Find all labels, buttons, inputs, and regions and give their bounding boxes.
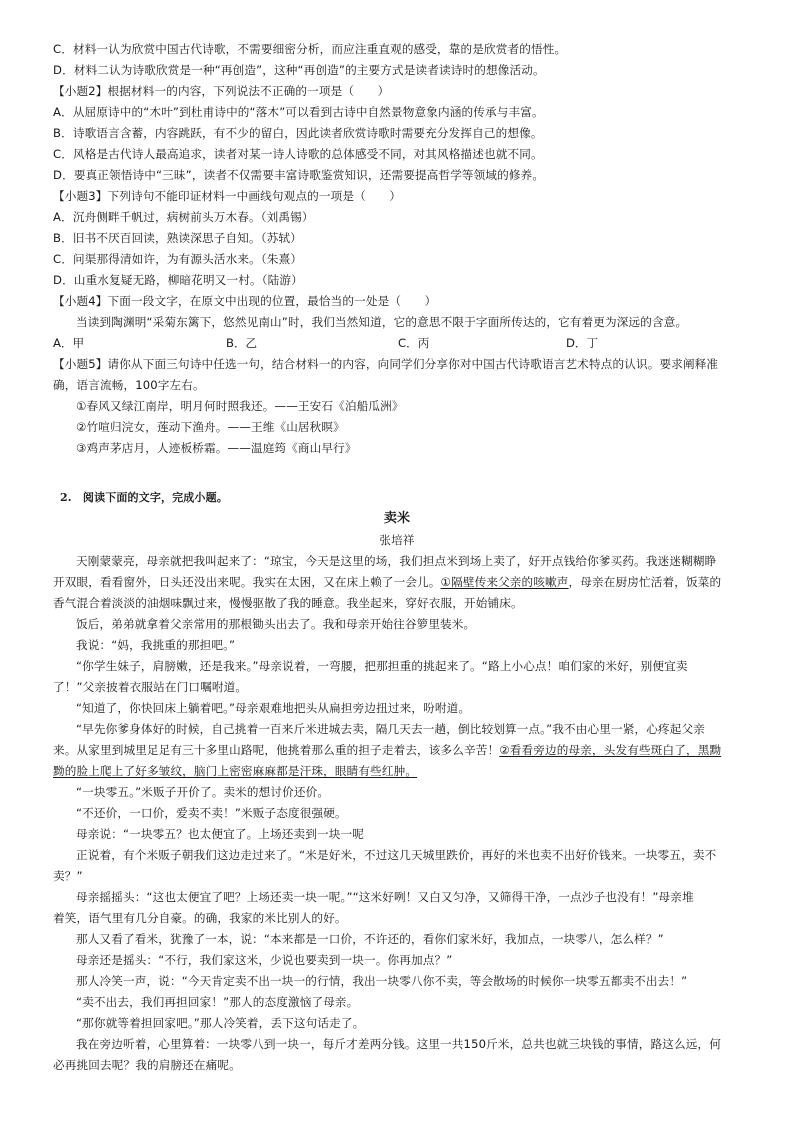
q4-option-a: A．甲: [53, 336, 85, 350]
q4-option-c: C．丙: [398, 336, 430, 350]
para-12: 那人又看了看米，犹豫了一本，说：“本来都是一口价，不许还的，看你们家米好，我加点，一块零八，怎么样？”: [76, 932, 664, 946]
para-5: “知道了，你快回床上躺着吧。”母亲艰难地把头从扁担旁边扭过来，吩咐道。: [76, 701, 471, 715]
q2-option-a: A．从屈原诗中的“木叶”到杜甫诗中的“落木”可以看到古诗中自然景物意象内涵的传承与丰富。: [53, 105, 544, 119]
para-8: “不还价，一口价，爱卖不卖！”米贩子态度很强硬。: [76, 806, 347, 820]
para-17-line-2: 必再挑回去呢？我的肩膀还在痛呢。: [53, 1058, 241, 1072]
para-11-line-2: 着笑，语气里有几分自豪。的确，我家的米比别人的好。: [53, 911, 347, 925]
para-6-line-3: 黝的脸上爬上了好多皱纹，脑门上密密麻麻都是汗珠，眼睛有些红肿。: [53, 764, 418, 778]
para-4-line-1: “你学生妹子，肩膀嫩，还是我来。”母亲说着，一弯腰，把那担重的挑起来了。“路上小心点！咱们家的米好，别便宜卖: [76, 659, 688, 673]
section-heading: 2. 阅读下面的文字，完成小题。: [60, 491, 228, 504]
option-c: C．材料一认为欣赏中国古代诗歌，不需要细密分析，而应注重直观的感受，靠的是欣赏者的悟性。: [53, 42, 567, 56]
para-6-line-1: “早先你爹身体好的时候，自己挑着一百来斤米进城去卖，隔几天去一趟，倒比较划算一点。”我不由心里一紧，心疼起父亲: [76, 722, 705, 736]
q2-option-c: C．风格是古代诗人最高追求，读者对某一诗人诗歌的总体感受不同，对其风格描述也就不同。: [53, 147, 543, 161]
para-17-line-1: 我在旁边听着，心里算着：一块零八到一块一，每斤才差两分钱。这里一共150斤米，总共也就三块钱的事情，路这么远，何: [76, 1037, 722, 1051]
q4-option-d: D．丁: [566, 336, 599, 350]
article-author: 张培祥: [379, 533, 415, 547]
question-2: 【小题2】根据材料一的内容，下列说法不正确的一项是（ ）: [53, 84, 390, 98]
para-2: 饭后，弟弟就拿着父亲常用的那根锄头出去了。我和母亲开始往谷箩里装米。: [76, 617, 476, 631]
q3-option-a: A．沉舟侧畔千帆过，病树前头万木春。（刘禹锡）: [53, 210, 314, 224]
para-13: 母亲还是摇头：“不行，我们家这米，少说也要卖到一块一。你再加点？”: [76, 953, 453, 967]
poem-1: ①春风又绿江南岸，明月何时照我还。——王安石《泊船瓜洲》: [76, 399, 404, 413]
para-3: 我说：“妈，我挑重的那担吧。”: [76, 638, 236, 652]
q3-option-b: B．旧书不厌百回读，熟读深思子自知。（苏轼）: [53, 231, 302, 245]
q4-option-b: B．乙: [226, 336, 258, 350]
para-9: 母亲说：“一块零五？也太便宜了。上场还卖到一块一呢: [76, 827, 365, 841]
para-4-line-2: 了！”父亲披着衣服站在门口嘱咐道。: [53, 680, 248, 694]
poem-2: ②竹喧归浣女，莲动下渔舟。——王维《山居秋暝》: [76, 420, 345, 434]
para-16: “那你就等着担回家吧。”那人冷笑着，丢下这句话走了。: [76, 1016, 365, 1030]
q3-option-c: C．问渠那得清如许，为有源头活水来。（朱熹）: [53, 252, 303, 266]
q2-option-b: B．诗歌语言含蓄，内容跳跃，有不少的留白，因此读者欣赏诗歌时需要充分发挥自己的想像。: [53, 126, 543, 140]
poem-3: ③鸡声茅店月，人迹板桥霜。——温庭筠《商山早行》: [76, 441, 357, 455]
para-1-line-2: 开双眼，看看窗外，日头还没出来呢。我实在太困，又在床上赖了一会儿。①隔壁传来父亲的咳嗽声，母亲在厨房忙活着，饭菜的: [53, 575, 722, 589]
article-title: 卖米: [383, 511, 411, 526]
para-7: “一块零五。”米贩子开价了。卖米的想讨价还价。: [76, 785, 330, 799]
para-15: “卖不出去，我们再担回家！”那人的态度激恼了母亲。: [76, 995, 359, 1009]
para-14: 那人冷笑一声，说：“今天肯定卖不出一块一的行情，我出一块零八你不卖，等会散场的时候你一块零五都卖不出去！”: [76, 974, 688, 988]
question-4: 【小题4】下面一段文字，在原文中出现的位置，最恰当的一处是（ ）: [53, 294, 437, 308]
question-5-cont: 确，语言流畅，100字左右。: [53, 378, 205, 392]
q2-option-d: D．要真正领悟诗中“三昧”，读者不仅需要丰富诗歌鉴赏知识，还需要提高哲学等领域的修养。: [53, 168, 545, 182]
para-6-line-2: 来。从家里到城里足足有三十多里山路呢，他挑着那么重的担子走着去，该多么辛苦！②看看旁边的母亲，头发有些斑白了，黑黝: [53, 743, 722, 757]
q3-option-d: D．山重水复疑无路，柳暗花明又一村。（陆游）: [53, 273, 303, 287]
para-10-line-1: 正说着，有个米贩子朝我们这边走过来了。“米是好米，不过这几天城里跌价，再好的米也卖不出好价钱来。一块零五，卖不: [76, 848, 717, 862]
para-1-line-3: 香气混合着淡淡的油烟味飘过来，慢慢驱散了我的睡意。我坐起来，穿好衣服，开始铺床。: [53, 596, 523, 610]
underlined-sentence-2: ②看看旁边的母亲，头发有些斑白了，黑黝: [499, 743, 722, 757]
option-d: D．材料二认为诗歌欣赏是一种“再创造”，这种“再创造”的主要方式是读者读诗时的想像活动。: [53, 63, 545, 77]
question-3: 【小题3】下列诗句不能印证材料一中画线句观点的一项是（ ）: [53, 189, 402, 203]
para-11-line-1: 母亲摇摇头：“这也太便宜了吧？上场还卖一块一呢。”“这米好咧！又白又匀净，又筛得干净，一点沙子也没有！”母亲堆: [76, 890, 694, 904]
para-1-line-1: 天刚蒙蒙亮，母亲就把我叫起来了：“琼宝，今天是这里的场，我们担点米到场上卖了，好开点钱给你爹买药。我迷迷糊糊睁: [76, 554, 717, 568]
question-5: 【小题5】请你从下面三句诗中任选一句，结合材料一的内容，向同学们分享你对中国古代诗歌语言艺术特点的认识。要求阐释准: [53, 357, 719, 371]
underlined-sentence-1: ①隔壁传来父亲的咳嗽声: [440, 575, 569, 589]
q4-passage: 当读到陶渊明“采菊东篱下，悠然见南山”时，我们当然知道，它的意思不限于字面所传达的，它有着更为深远的含意。: [76, 315, 688, 329]
para-10-line-2: 卖？”: [53, 869, 83, 883]
